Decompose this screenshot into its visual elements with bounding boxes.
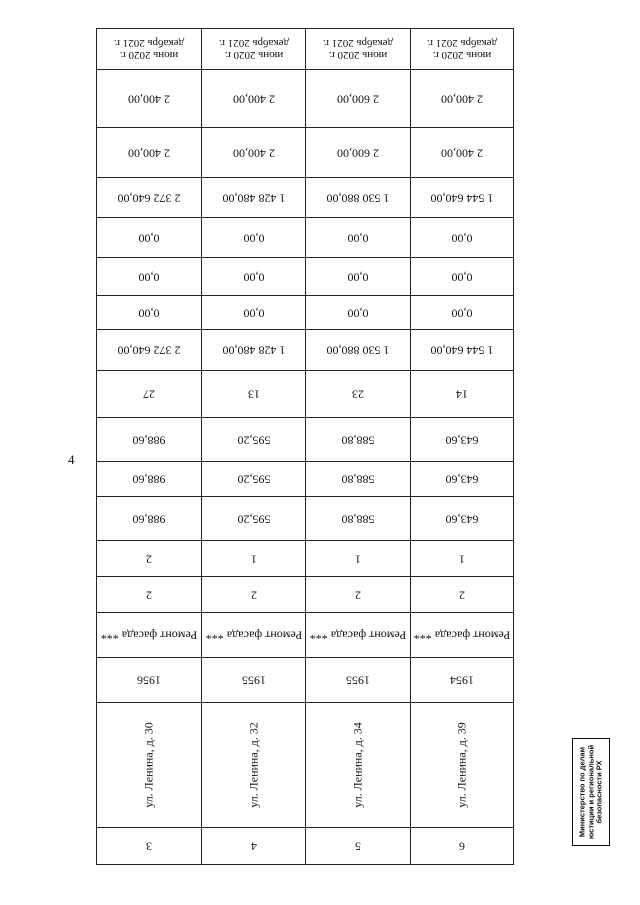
cell-text-zero3: 0,00 [347,231,369,245]
table-cell-price2 [96,69,202,128]
table-cell-year [410,657,514,703]
table-cell-work [410,612,514,658]
cell-text-price2: 2 400,00 [441,92,483,106]
table-cell-area1 [201,496,306,541]
cell-text-price1: 2 600,00 [337,146,379,160]
table-cell-zero2 [201,257,306,296]
cell-text-c2a: 2 [459,588,465,602]
cell-text-sum2: 1 428 480,00 [222,191,285,205]
cell-text-work: Ремонт фасада *** [100,628,198,643]
cell-text-num: 5 [355,839,361,854]
cell-text-c2b: 1 [459,552,465,566]
table-cell-c2b [201,540,306,577]
table-cell-address [96,702,202,828]
table-cell-zero1 [201,295,306,330]
table-cell-zero2 [305,257,411,296]
table-cell-work [96,612,202,658]
table-cell-area1 [96,496,202,541]
cell-text-c2a: 2 [250,588,257,602]
cell-text-sum1: 2 372 640,00 [117,343,181,358]
cell-text-period: июнь 2020 г. декабрь 2021 г. [218,37,289,61]
table-cell-zero1 [96,295,202,330]
cell-text-price2: 2 600,00 [337,92,379,106]
table-cell-price1 [96,127,202,178]
table-cell-count [410,370,514,418]
table-cell-sum2 [305,177,411,218]
table-cell-area1 [305,496,411,541]
table-cell-area2 [96,461,202,497]
table-cell-price2 [201,69,306,128]
table-cell-area3 [96,417,202,462]
cell-text-address: ул. Ленина, д. 32 [246,722,260,808]
cell-text-c2b: 1 [355,552,361,566]
cell-text-zero1: 0,00 [138,306,160,320]
cell-text-area3: 588,80 [341,433,375,447]
table-cell-zero3 [305,217,411,258]
cell-text-period: июнь 2020 г. декабрь 2021 г. [322,37,394,61]
table-cell-address [201,702,306,828]
cell-text-area1: 588,80 [341,512,375,526]
cell-text-area2: 988,60 [132,472,166,487]
table-cell-sum1 [305,329,411,371]
cell-text-area2: 643,60 [445,472,479,487]
cell-text-zero1: 0,00 [243,306,264,320]
cell-text-price1: 2 400,00 [128,146,170,160]
cell-text-area3: 643,60 [445,433,479,447]
cell-text-price1: 2 400,00 [441,146,483,160]
table-cell-period [410,28,514,70]
table-cell-price1 [410,127,514,178]
table-cell-sum2 [201,177,306,218]
cell-text-c2b: 2 [146,552,152,566]
cell-text-sum2: 1 530 880,00 [326,191,390,205]
cell-text-work: Ремонт фасада *** [309,628,407,643]
cell-text-zero2: 0,00 [451,270,473,284]
stamp-text: Министерство по делам юстиции и региональной безопасности РХ [577,744,604,840]
cell-text-year: 1956 [137,673,161,688]
cell-text-address: ул. Ленина, д. 30 [141,722,156,808]
cell-text-sum2: 2 372 640,00 [117,191,181,205]
table-cell-count [96,370,202,418]
cell-text-year: 1955 [346,673,370,688]
cell-text-price1: 2 400,00 [232,146,275,160]
table-cell-zero2 [96,257,202,296]
cell-text-zero1: 0,00 [347,306,369,320]
table-cell-area2 [201,461,306,497]
cell-text-count: 27 [143,387,155,402]
table-cell-price2 [305,69,411,128]
cell-text-count: 13 [247,387,260,402]
cell-text-c2a: 2 [355,588,361,602]
cell-text-zero3: 0,00 [243,231,264,245]
table-cell-area2 [410,461,514,497]
table-cell-count [305,370,411,418]
cell-text-zero3: 0,00 [138,231,160,245]
cell-text-address: ул. Ленина, д. 39 [454,722,469,808]
table-cell-c2a [96,576,202,613]
table-cell-zero1 [305,295,411,330]
table-cell-c2a [305,576,411,613]
cell-text-area1: 988,60 [132,512,166,526]
cell-text-year: 1954 [450,673,474,688]
table-cell-c2b [305,540,411,577]
page-number: 4 [68,452,75,467]
cell-text-zero2: 0,00 [243,270,264,284]
table-cell-year [96,657,202,703]
table-cell-zero3 [96,217,202,258]
ministry-stamp [572,738,610,846]
table-cell-num [96,827,202,865]
cell-text-work: Ремонт фасада *** [413,628,511,643]
table-cell-price1 [305,127,411,178]
cell-text-sum1: 1 428 480,00 [222,343,285,358]
table-cell-num [201,827,306,865]
cell-text-year: 1955 [241,673,266,688]
table-cell-period [201,28,306,70]
cell-text-zero2: 0,00 [138,270,160,284]
cell-text-c2b: 1 [250,552,257,566]
table-cell-c2a [410,576,514,613]
table-cell-year [305,657,411,703]
table-cell-zero2 [410,257,514,296]
table-cell-area1 [410,496,514,541]
table-cell-year [201,657,306,703]
table-cell-area3 [201,417,306,462]
cell-text-area1: 595,20 [237,512,270,526]
table-cell-count [201,370,306,418]
table-cell-area3 [410,417,514,462]
cell-text-c2a: 2 [146,588,152,602]
cell-text-address: ул. Ленина, д. 34 [350,722,365,808]
cell-text-num: 6 [459,839,465,854]
cell-text-sum1: 1 530 880,00 [326,343,390,358]
cell-text-num: 4 [250,839,257,854]
table-cell-area2 [305,461,411,497]
table-cell-address [305,702,411,828]
table-cell-zero3 [410,217,514,258]
table-cell-sum1 [201,329,306,371]
cell-text-num: 3 [146,839,152,854]
table-cell-num [410,827,514,865]
table-cell-c2b [96,540,202,577]
table-cell-sum2 [96,177,202,218]
table-cell-zero1 [410,295,514,330]
cell-text-area3: 988,60 [132,433,166,447]
table-cell-num [305,827,411,865]
cell-text-zero1: 0,00 [451,306,473,320]
table-cell-zero3 [201,217,306,258]
cell-text-count: 14 [456,387,468,402]
table-cell-area3 [305,417,411,462]
table-cell-work [305,612,411,658]
cell-text-period: июнь 2020 г. декабрь 2021 г. [113,37,185,61]
table-cell-address [410,702,514,828]
table-cell-period [96,28,202,70]
table-cell-sum2 [410,177,514,218]
cell-text-area2: 588,80 [341,472,375,487]
table-cell-sum1 [410,329,514,371]
cell-text-sum2: 1 544 640,00 [430,191,494,205]
cell-text-price2: 2 400,00 [128,92,170,106]
table-cell-period [305,28,411,70]
table-cell-price2 [410,69,514,128]
cell-text-period: июнь 2020 г. декабрь 2021 г. [426,37,498,61]
cell-text-count: 23 [352,387,364,402]
cell-text-price2: 2 400,00 [232,92,275,106]
cell-text-zero2: 0,00 [347,270,369,284]
cell-text-work: Ремонт фасада *** [205,628,302,643]
cell-text-area1: 643,60 [445,512,479,526]
cell-text-area3: 595,20 [237,433,270,447]
table-cell-sum1 [96,329,202,371]
table-cell-c2b [410,540,514,577]
cell-text-zero3: 0,00 [451,231,473,245]
table-cell-work [201,612,306,658]
cell-text-area2: 595,20 [237,472,270,487]
table-cell-price1 [201,127,306,178]
table-cell-c2a [201,576,306,613]
cell-text-sum1: 1 544 640,00 [430,343,494,358]
